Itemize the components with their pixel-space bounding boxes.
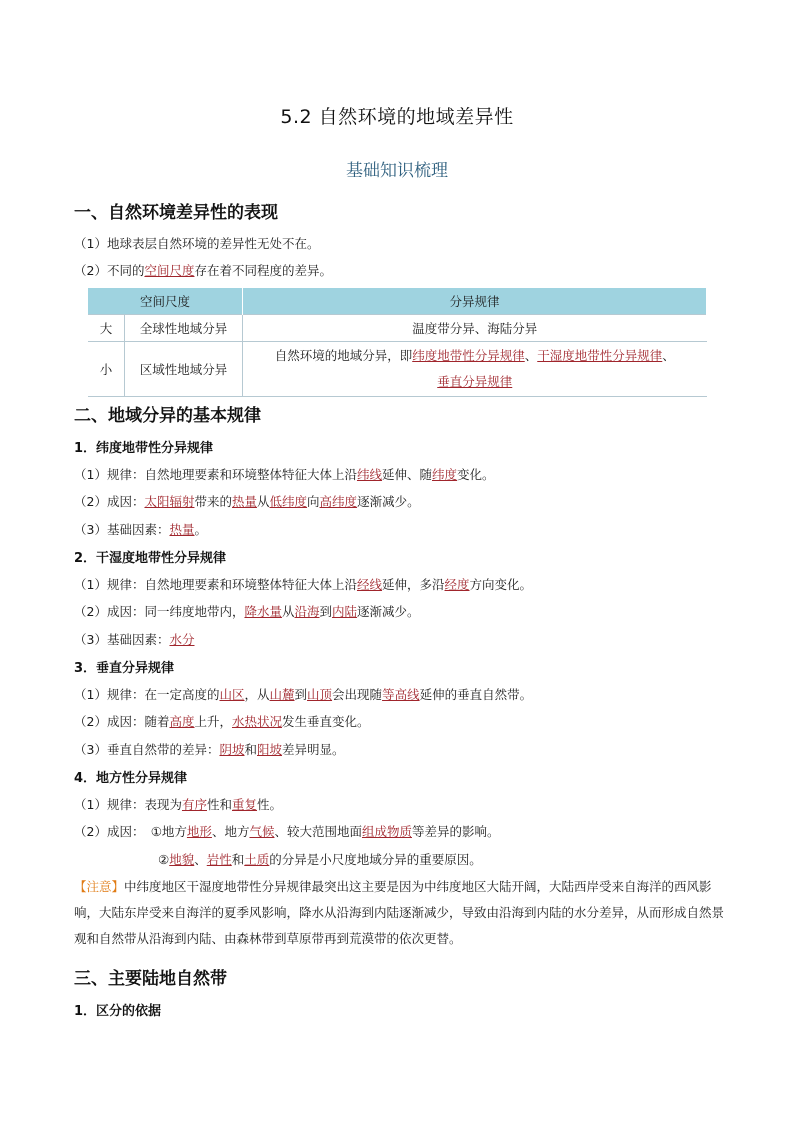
page-subtitle: 基础知识梳理 [346, 161, 448, 181]
s2-line-1: （1）规律：自然地理要素和环境整体特征大体上沿经线延伸，多沿经度方向变化。 [74, 577, 533, 592]
cell-rule: 温度带分异、海陆分异 [243, 315, 707, 342]
s4-line-3: ②地貌、岩性和土质的分异是小尺度地域分异的重要原因。 [158, 852, 482, 867]
section-2-heading: 二、地域分异的基本规律 [74, 406, 261, 426]
s2-line-2: （2）成因：同一纬度地带内，降水量从沿海到内陆逐渐减少。 [74, 604, 420, 619]
keyword: 空间尺度 [144, 263, 195, 278]
table-header-scale: 空间尺度 [88, 288, 243, 315]
scale-table [88, 288, 707, 397]
section-3-subtitle: 1．区分的依据 [74, 1004, 162, 1019]
cell-name: 全球性地域分异 [125, 315, 243, 342]
page-title: 5.2 自然环境的地域差异性 [280, 106, 514, 128]
sec1-paragraph-1: （1）地球表层自然环境的差异性无处不在。 [74, 236, 320, 251]
cell-name: 区域性地域分异 [125, 342, 243, 397]
s1-line-3: （3）基础因素：热量。 [74, 522, 207, 537]
section-3-heading: 三、主要陆地自然带 [74, 969, 227, 989]
subsection-2-title: 2．干湿度地带性分异规律 [74, 551, 227, 566]
table-header-rule: 分异规律 [243, 288, 707, 315]
s3-line-2: （2）成因：随着高度上升，水热状况发生垂直变化。 [74, 714, 370, 729]
cell-size: 大 [88, 315, 125, 342]
s1-line-1: （1）规律：自然地理要素和环境整体特征大体上沿纬线延伸、随纬度变化。 [74, 467, 495, 482]
cell-rule: 自然环境的地域分异，即纬度地带性分异规律、干湿度地带性分异规律、 垂直分异规律 [243, 342, 707, 397]
section-1-heading: 一、自然环境差异性的表现 [74, 203, 278, 223]
note-tag: 【注意】 [74, 879, 125, 894]
cell-size: 小 [88, 342, 125, 397]
s3-line-3: （3）垂直自然带的差异：阴坡和阳坡差异明显。 [74, 742, 345, 757]
s3-line-1: （1）规律：在一定高度的山区，从山麓到山顶会出现随等高线延伸的垂直自然带。 [74, 687, 533, 702]
s4-line-2: （2）成因： ①地方地形、地方气候、较大范围地面组成物质等差异的影响。 [74, 824, 500, 839]
table-row [88, 342, 707, 397]
sec1-paragraph-2: （2）不同的空间尺度存在着不同程度的差异。 [74, 263, 332, 278]
subsection-3-title: 3．垂直分异规律 [74, 661, 175, 676]
table-row [88, 315, 707, 342]
subsection-4-title: 4．地方性分异规律 [74, 771, 188, 786]
s1-line-2: （2）成因：太阳辐射带来的热量从低纬度向高纬度逐渐减少。 [74, 494, 420, 509]
s2-line-3: （3）基础因素：水分 [74, 632, 195, 647]
subsection-1-title: 1．纬度地带性分异规律 [74, 441, 214, 456]
note-paragraph: 【注意】中纬度地区干湿度地带性分异规律最突出这主要是因为中纬度地区大陆开阔，大陆西岸受来自海洋的西风影响，大陆东岸受来自海洋的夏季风影响，降水从沿海到内陆逐渐减少，导致由沿海到内陆的水分差异，从而形成自然景观和自然带从沿海到内陆、由森林带到草原带再到荒漠带的依次更替。 [74, 879, 725, 946]
s4-line-1: （1）规律：表现为有序性和重复性。 [74, 797, 283, 812]
